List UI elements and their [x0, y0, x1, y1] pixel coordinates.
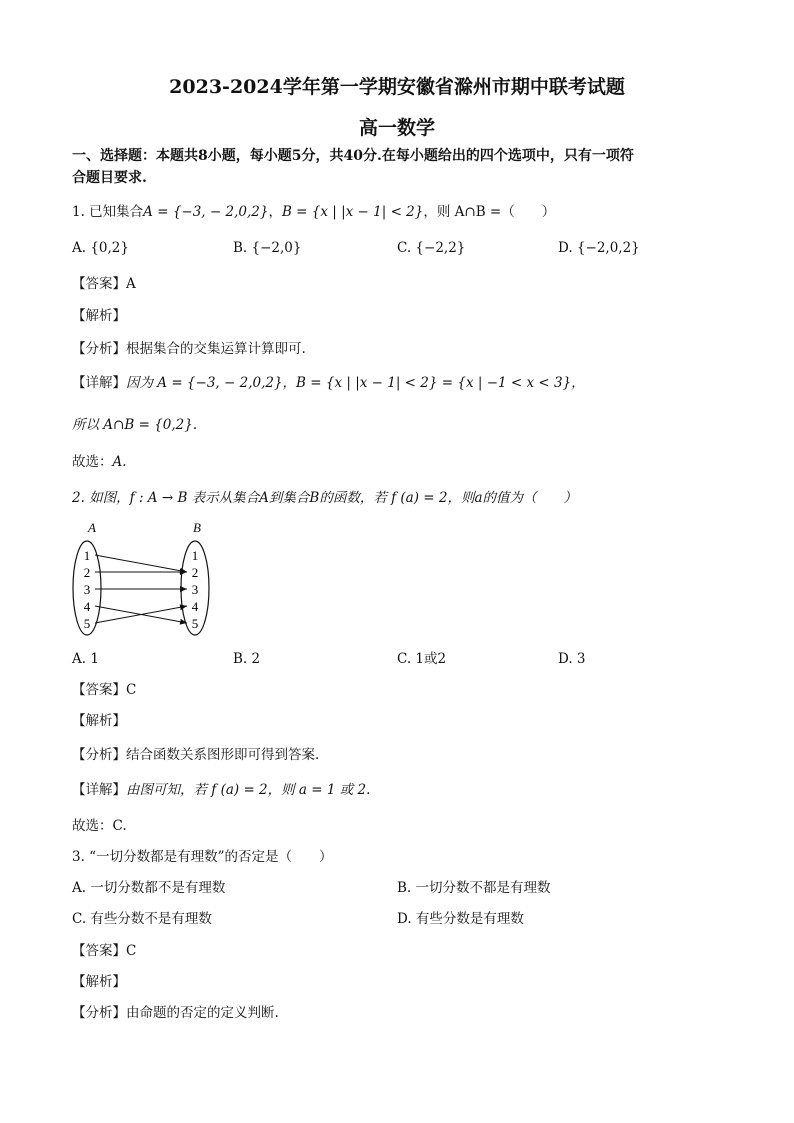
choose-label: 故选： [72, 818, 113, 834]
q3-answer [72, 942, 136, 960]
q1-answer [72, 275, 136, 293]
q1-detail-text: 因为 A = {−3, − 2,0,2}，B = {x | |x − 1| < 2} = {x | −1 < x < 3}， [126, 375, 585, 391]
q2-option-d: D. 3 [558, 651, 586, 667]
q1-set-a: A = {−3, − 2,0,2} [143, 204, 269, 220]
choose-label: 故选： [72, 454, 113, 470]
q2-choose [72, 817, 127, 835]
q2-answer [72, 681, 136, 699]
set-b-item: 5 [191, 616, 199, 631]
answer-label: 【答案】 [72, 682, 126, 698]
q3-fenxi-text: 由命题的否定的定义判断. [126, 1005, 279, 1021]
q2-fenxi [72, 746, 319, 764]
q2-option-c: C. 1或2 [397, 651, 447, 667]
set-a-item: 2 [83, 565, 91, 580]
q1-option-a: A. {0,2} [72, 240, 129, 256]
q2-stem: 2. 如图，f : A → B 表示从集合A到集合B的函数，若 f (a) = 2，则a的值为（ ） [72, 490, 578, 506]
mapping-diagram [68, 520, 218, 640]
q1-answer-value: A [126, 276, 136, 292]
set-b-item: 1 [191, 548, 199, 563]
set-b-item: 4 [191, 599, 199, 614]
q2-detail-text: 由图可知，若 f (a) = 2，则 a = 1 或 2. [126, 782, 371, 798]
mapping-arrow [95, 555, 187, 572]
q1-stem [72, 203, 555, 221]
q1-analysis-label: 【解析】 [72, 308, 126, 324]
q1-fenxi-text: 根据集合的交集运算计算即可. [126, 341, 306, 357]
q3-option-c: C. 有些分数不是有理数 [72, 911, 212, 927]
q1-detail [72, 374, 585, 392]
fenxi-label: 【分析】 [72, 341, 126, 357]
q3-fenxi [72, 1004, 279, 1022]
q1-fenxi [72, 340, 306, 358]
q3-stem: 3. “一切分数都是有理数”的否定是（ ） [72, 849, 333, 865]
q1-option-d: D. {−2,0,2} [558, 240, 640, 256]
document-title: 2023-2024学年第一学期安徽省滁州市期中联考试题 [169, 76, 625, 98]
q3-answer-value: C [126, 943, 137, 959]
q3-option-a: A. 一切分数都不是有理数 [72, 880, 226, 896]
q2-option-a: A. 1 [72, 651, 99, 667]
set-b-item: 3 [191, 582, 199, 597]
set-a-item: 5 [83, 616, 91, 631]
q1-so: 所以 A∩B = {0,2}. [72, 417, 198, 433]
set-a-item: 1 [83, 548, 91, 563]
q2-choose-value: C. [112, 818, 127, 834]
q1-stem-suffix: ，则 A∩B =（ ） [423, 204, 556, 220]
q1-choose [72, 453, 127, 471]
q1-option-b: B. {−2,0} [233, 240, 302, 256]
section-heading-line-2: 合题目要求. [72, 170, 147, 186]
answer-label: 【答案】 [72, 943, 126, 959]
q1-stem-prefix: 1. 已知集合 [72, 204, 144, 220]
set-b-label: B [193, 520, 201, 535]
q1-sep: ， [268, 204, 282, 220]
q1-choose-value: A. [112, 454, 127, 470]
set-a-label: A [88, 520, 96, 535]
answer-label: 【答案】 [72, 276, 126, 292]
fenxi-label: 【分析】 [72, 747, 126, 763]
detail-label: 【详解】 [72, 782, 126, 798]
q3-analysis-label: 【解析】 [72, 974, 126, 990]
q3-option-d: D. 有些分数是有理数 [397, 911, 524, 927]
q2-analysis-label: 【解析】 [72, 713, 126, 729]
q3-option-b: B. 一切分数不都是有理数 [397, 880, 551, 896]
detail-label: 【详解】 [72, 375, 126, 391]
fenxi-label: 【分析】 [72, 1005, 126, 1021]
set-b-item: 2 [191, 565, 199, 580]
q2-option-b: B. 2 [233, 651, 261, 667]
section-heading-line-1: 一、选择题：本题共8小题，每小题5分，共40分.在每小题给出的四个选项中，只有一项符 [72, 148, 634, 164]
q1-set-b: B = {x | |x − 1| < 2} [281, 204, 424, 220]
q1-option-c: C. {−2,2} [397, 240, 466, 256]
document-subtitle: 高一数学 [358, 117, 435, 139]
set-a-item: 3 [83, 582, 91, 597]
q2-detail [72, 781, 370, 799]
set-a-item: 4 [83, 599, 91, 614]
q2-answer-value: C [126, 682, 137, 698]
q2-fenxi-text: 结合函数关系图形即可得到答案. [126, 747, 320, 763]
